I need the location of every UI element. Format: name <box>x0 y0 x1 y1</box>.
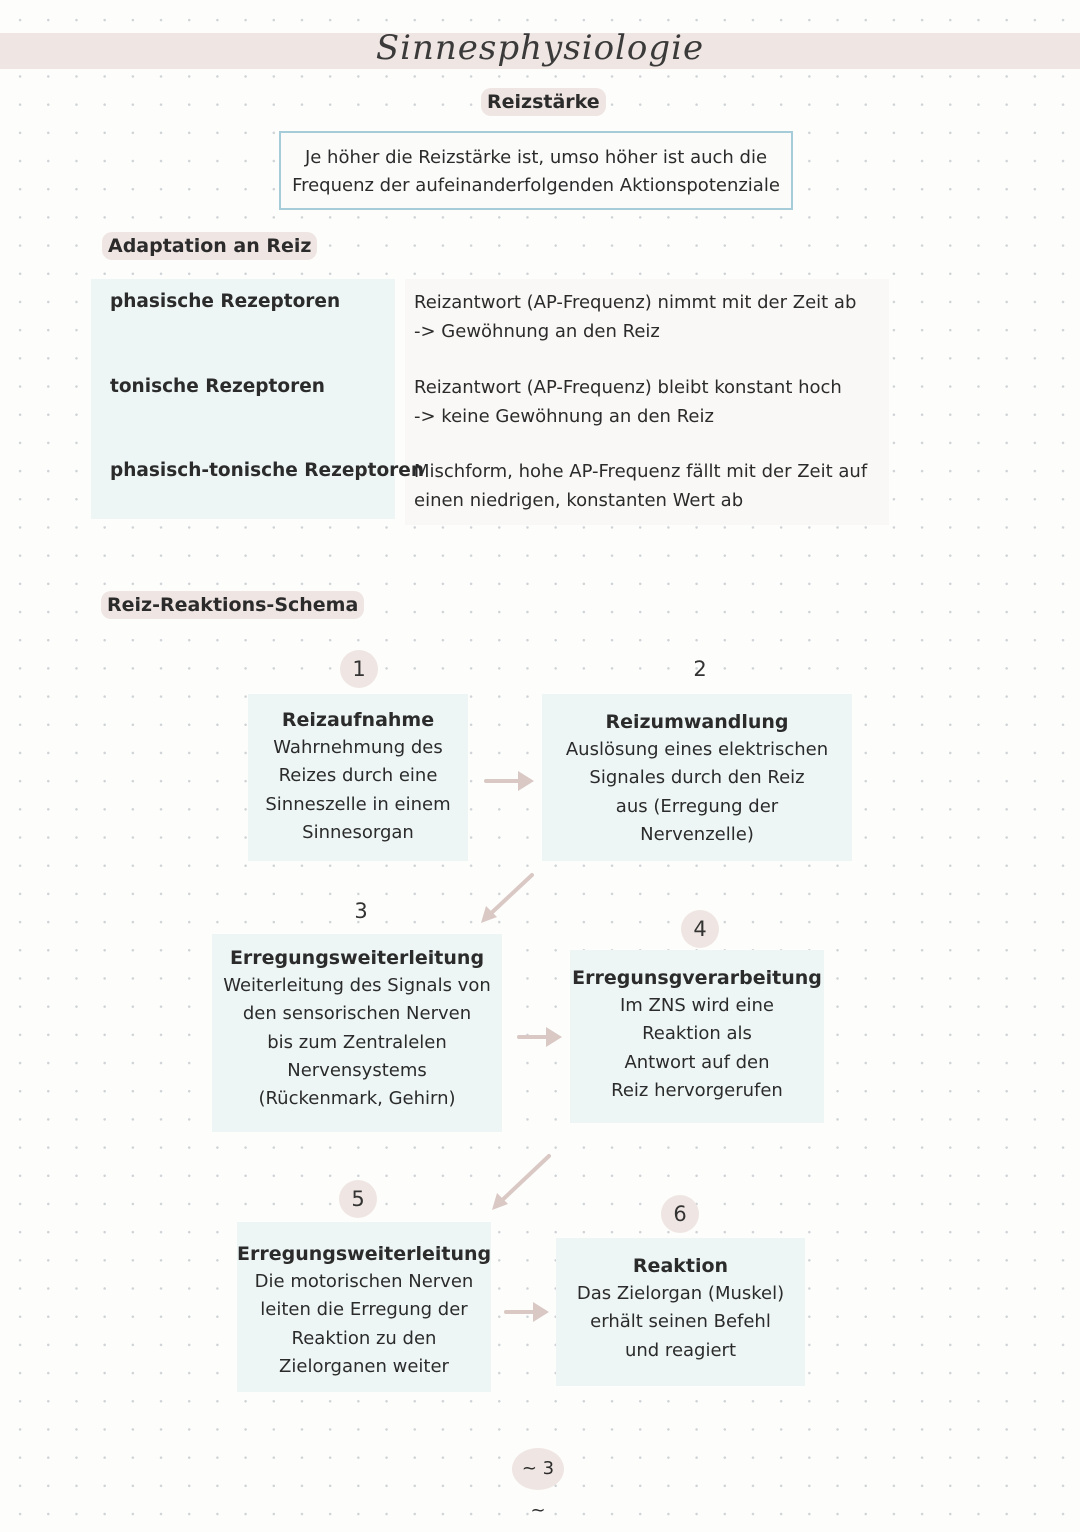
step-number-5: 5 <box>339 1180 377 1218</box>
step-title: Reizumwandlung <box>605 711 789 733</box>
step-title: Erregunsgverarbeitung <box>572 967 822 989</box>
step-line: Sinnesorgan <box>302 821 414 843</box>
step-line: aus (Erregung der <box>615 795 779 817</box>
step-line: und reagiert <box>624 1339 737 1361</box>
step-title: Reaktion <box>632 1255 729 1277</box>
step-line: Sinneszelle in einem <box>265 793 451 815</box>
step-line: den sensorischen Nerven <box>242 1003 472 1025</box>
step-line: erhält seinen Befehl <box>590 1311 771 1333</box>
step-line: Nervenzelle) <box>640 823 754 845</box>
step-number-2: 2 <box>693 657 707 681</box>
step-line: Wahrnehmung des <box>273 737 443 759</box>
step-number-4: 4 <box>681 910 719 948</box>
step-line: Reizes durch eine <box>278 765 438 787</box>
desc-line: Mischform, hohe AP-Frequenz fällt mit der Zeit auf <box>414 461 868 482</box>
step-line: Reaktion zu den <box>291 1327 437 1349</box>
arrow-down-left-icon <box>486 875 532 918</box>
step-line: Signales durch den Reiz <box>589 767 805 789</box>
step-line: Im ZNS wird eine <box>619 995 775 1017</box>
desc-line: -> Gewöhnung an den Reiz <box>414 320 660 342</box>
step-line: leiten die Erregung der <box>260 1299 468 1321</box>
reizstaerke-line: Frequenz der aufeinanderfolgenden Aktionspotenziale <box>292 175 780 196</box>
reizstaerke-heading: Reizstärke <box>481 88 606 116</box>
step-line: Das Zielorgan (Muskel) <box>576 1283 785 1305</box>
term-phasisch-tonisch: phasisch-tonische Rezeptoren <box>110 460 425 481</box>
desc-line: -> keine Gewöhnung an den Reiz <box>414 405 714 427</box>
step-number-6: 6 <box>661 1195 699 1233</box>
step-line: Nervensystems <box>287 1059 427 1081</box>
desc-line: Reizantwort (AP-Frequenz) bleibt konstant hoch <box>414 377 842 398</box>
step-line: Reaktion als <box>642 1023 752 1045</box>
reizstaerke-line: Je höher die Reizstärke ist, umso höher ist auch die <box>304 147 768 168</box>
desc-line: einen niedrigen, konstanten Wert ab <box>414 489 744 511</box>
step-line: Antwort auf den <box>624 1051 770 1073</box>
step-line: bis zum Zentralelen <box>267 1031 447 1053</box>
step-line: Die motorischen Nerven <box>254 1271 474 1293</box>
page-number: ~ 3 ~ <box>512 1448 564 1490</box>
step-line: Weiterleitung des Signals von <box>223 975 491 997</box>
term-phasisch: phasische Rezeptoren <box>110 291 341 312</box>
step-number-1: 1 <box>340 650 378 688</box>
term-tonisch: tonische Rezeptoren <box>110 376 325 397</box>
step-title: Reizaufnahme <box>281 709 435 731</box>
schema-heading: Reiz-Reaktions-Schema <box>101 591 364 619</box>
page-title: Sinnesphysiologie <box>375 28 705 68</box>
adaptation-heading: Adaptation an Reiz <box>102 232 317 260</box>
step-line: Reiz hervorgerufen <box>611 1079 783 1101</box>
step-title: Erregungsweiterleitung <box>229 947 485 969</box>
step-line: Zielorganen weiter <box>279 1355 449 1377</box>
arrow-down-left-icon <box>497 1156 549 1205</box>
step-line: (Rückenmark, Gehirn) <box>258 1088 456 1110</box>
desc-line: Reizantwort (AP-Frequenz) nimmt mit der Zeit ab <box>414 292 857 313</box>
step-line: Auslösung eines elektrischen <box>565 739 829 761</box>
step-number-3: 3 <box>354 899 368 923</box>
step-title: Erregungsweiterleitung <box>237 1243 492 1265</box>
